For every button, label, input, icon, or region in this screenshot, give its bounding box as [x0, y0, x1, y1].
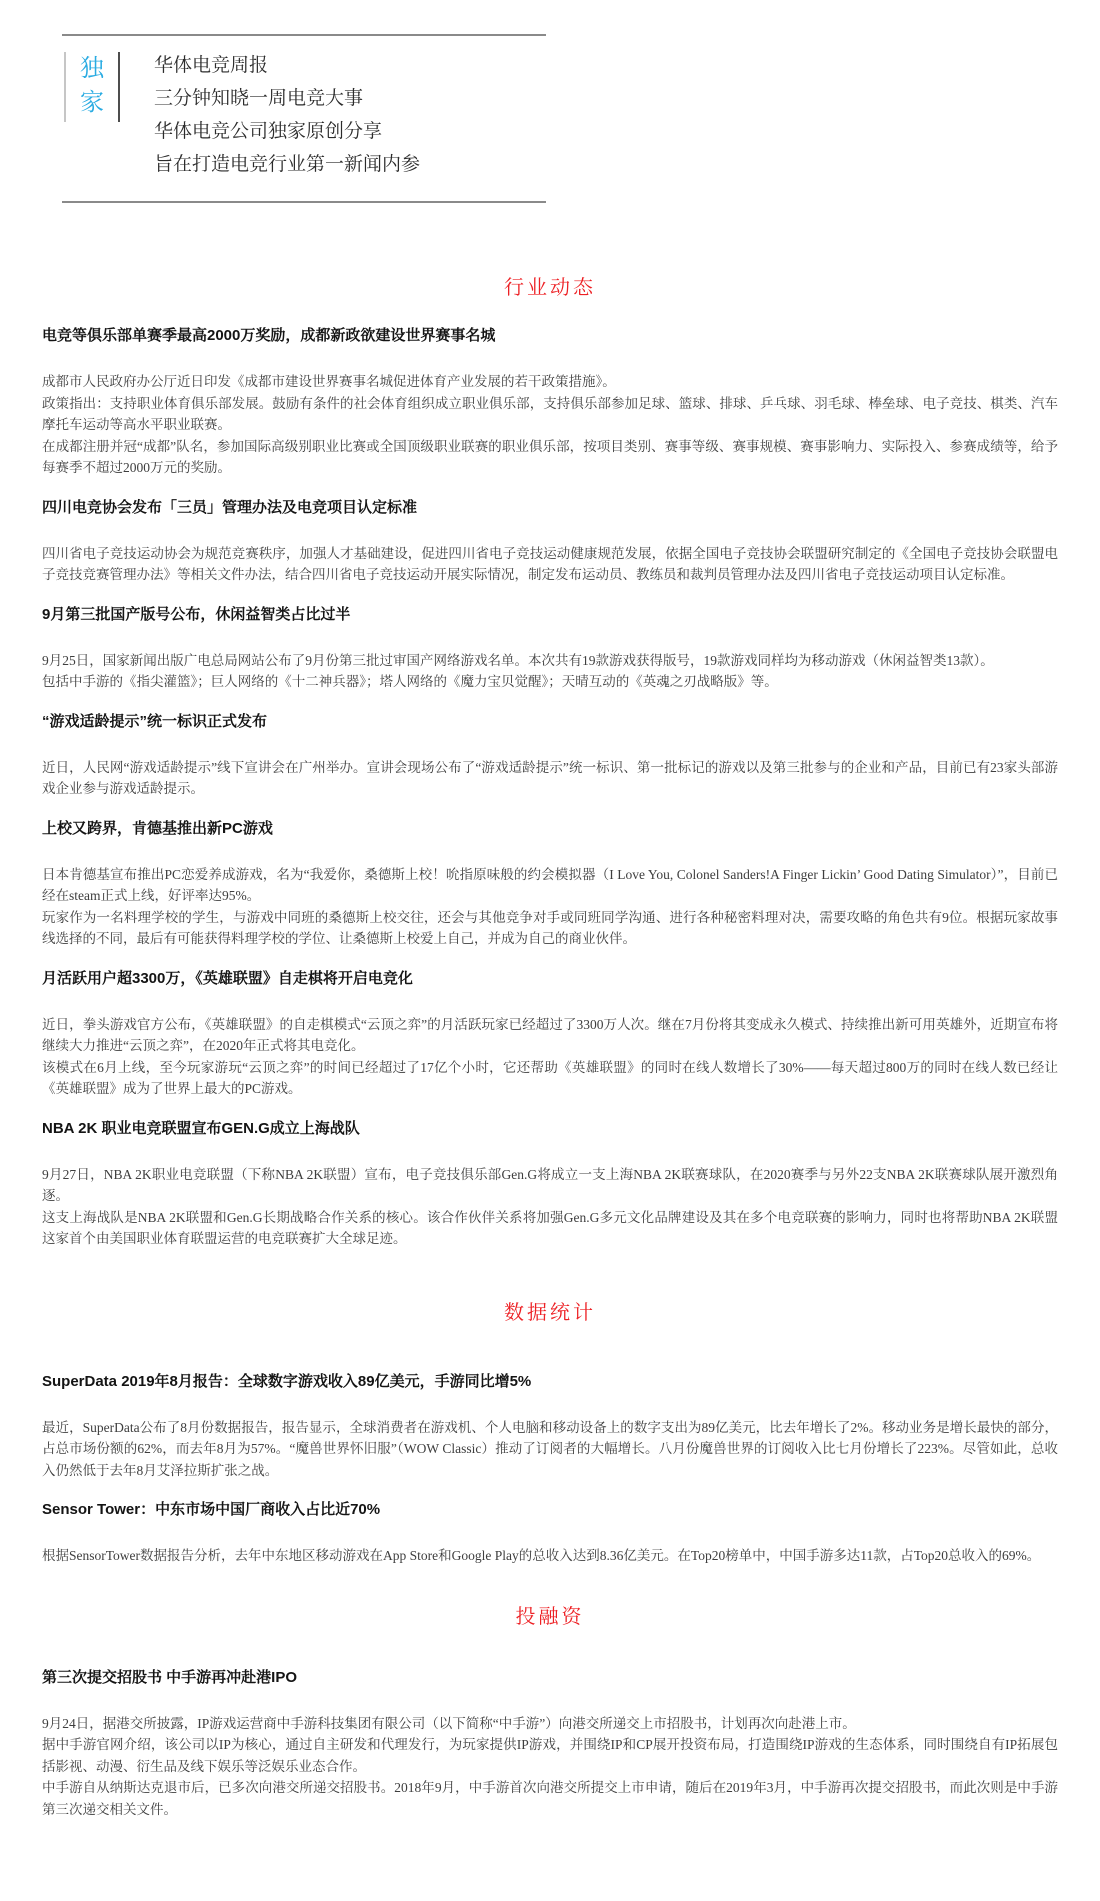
section-data-statistics [42, 1298, 1058, 1567]
article-paragraph: 这支上海战队是NBA 2K联盟和Gen.G长期战略合作关系的核心。该合作伙伴关系将加强Gen.G多元文化品牌建设及其在多个电竞联赛的影响力，同时也将帮助NBA 2K联盟这家首个由美国职业体育联盟运营的电竞联赛扩大全球足迹。 [42, 1209, 1058, 1246]
article-paragraph: 玩家作为一名料理学校的学生，与游戏中同班的桑德斯上校交往，还会与其他竞争对手或同班同学沟通、进行各种秘密料理对决，需要攻略的角色共有9位。根据玩家故事线选择的不同，最后有可能获得料理学校的学位、让桑德斯上校爱上自己，并成为自己的商业伙伴。 [42, 909, 1058, 946]
article-headline: 电竞等俱乐部单赛季最高2000万奖励，成都新政欲建设世界赛事名城 [42, 327, 496, 344]
section-industry-news [42, 273, 1058, 1250]
masthead-line-4: 旨在打造电竞行业第一新闻内参 [154, 154, 421, 175]
section-title: 行业动态 [504, 277, 596, 299]
article-paragraph: 根据SensorTower数据报告分析，去年中东地区移动游戏在App Store和Google Play的总收入达到8.36亿美元。在Top20榜单中，中国手游多达11款，占Top20总收入的69%。 [42, 1548, 1041, 1563]
newsletter-content [0, 273, 1100, 1820]
badge-char-2: 家 [80, 89, 104, 116]
article [42, 971, 1058, 1100]
article-body [42, 1713, 1058, 1821]
article [42, 1374, 1058, 1482]
article-paragraph: 近日，拳头游戏官方公布，《英雄联盟》的自走棋模式“云顶之弈”的月活跃玩家已经超过了3300万人次。继在7月份将其变成永久模式、持续推出新可用英雄外，近期宣布将继续大力推进“云顶之弈”，在2020年正式将其电竞化。 [42, 1016, 1058, 1053]
article-paragraph: 成都市人民政府办公厅近日印发《成都市建设世界赛事名城促进体育产业发展的若干政策措施》。 [42, 374, 616, 389]
masthead-line-1: 华体电竞周报 [154, 55, 269, 76]
section-title: 投融资 [515, 1605, 585, 1628]
article-body [42, 1164, 1058, 1250]
article-body [42, 371, 1058, 479]
article-headline: SuperData 2019年8月报告：全球数字游戏收入89亿美元，手游同比增5% [42, 1372, 532, 1390]
article-body [42, 757, 1058, 800]
article-paragraph: 近日，人民网“游戏适龄提示”线下宣讲会在广州举办。宣讲会现场公布了“游戏适龄提示”统一标识、第一批标记的游戏以及第三批参与的企业和产品，目前已有23家头部游戏企业参与游戏适龄提示。 [42, 759, 1058, 796]
article-paragraph: 四川省电子竞技运动协会为规范竞赛秩序，加强人才基础建设，促进四川省电子竞技运动健康规范发展，依据全国电子竞技协会联盟研究制定的《全国电子竞技协会联盟电子竞技竞赛管理办法》等相关文件办法，结合四川省电子竞技运动开展实际情况，制定发布运动员、教练员和裁判员管理办法及四川省电子竞技运动项目认定标准。 [42, 545, 1058, 582]
masthead [62, 34, 546, 203]
exclusive-badge [64, 52, 120, 122]
section-title: 数据统计 [504, 1301, 596, 1324]
masthead-line-2: 三分钟知晓一周电竞大事 [154, 88, 364, 109]
article-paragraph: 在成都注册并冠“成都”队名，参加国际高级别职业比赛或全国顶级职业联赛的职业俱乐部，按项目类别、赛事等级、赛事规模、赛事影响力、实际投入、参赛成绩等，给予每赛季不超过2000万元的奖励。 [42, 438, 1058, 475]
article-body [42, 1417, 1058, 1482]
article-headline: 月活跃用户超3300万，《英雄联盟》自走棋将开启电竞化 [42, 969, 413, 987]
article-body [42, 543, 1058, 586]
article [42, 1121, 1058, 1250]
article-paragraph: 日本肯德基宣布推出PC恋爱养成游戏，名为“我爱你，桑德斯上校！吮指原味般的约会模拟器（I Love You, Colonel Sanders!A Finger Lickin’ Good Dating Simulator）”，目前已经在steam正式上线，好评率达95%。 [42, 866, 1058, 903]
article-body [42, 1545, 1058, 1567]
badge-characters [66, 52, 118, 122]
masthead-body [62, 36, 546, 201]
article [42, 1670, 1058, 1821]
article-headline: 9月第三批国产版号公布，休闲益智类占比过半 [42, 605, 351, 623]
article-paragraph: 包括中手游的《指尖灌篮》；巨人网络的《十二神兵器》；塔人网络的《魔力宝贝觉醒》；天晴互动的《英魂之刃战略版》等。 [42, 674, 778, 689]
article [42, 1502, 1058, 1567]
article-paragraph: 政策指出：支持职业体育俱乐部发展。鼓励有条件的社会体育组织成立职业俱乐部，支持俱乐部参加足球、篮球、排球、乒乓球、羽毛球、棒垒球、电子竞技、棋类、汽车摩托车运动等高水平职业联赛。 [42, 395, 1058, 432]
section-investment-financing [42, 1602, 1058, 1821]
badge-right-bar [118, 52, 120, 122]
masthead-line-3: 华体电竞公司独家原创分享 [154, 121, 383, 142]
article-body [42, 650, 1058, 693]
article-paragraph: 中手游自从纳斯达克退市后，已多次向港交所递交招股书。2018年9月，中手游首次向港交所提交上市申请，随后在2019年3月，中手游再次提交招股书，而此次则是中手游第三次递交相关文件。 [42, 1780, 1058, 1817]
article-body [42, 1014, 1058, 1100]
article-headline: 上校又跨界，肯德基推出新PC游戏 [42, 819, 273, 837]
article-paragraph: 9月24日，据港交所披露，IP游戏运营商中手游科技集团有限公司（以下简称“中手游”）向港交所递交上市招股书，计划再次向赴港上市。 [42, 1715, 856, 1731]
article [42, 607, 1058, 693]
article-paragraph: 据中手游官网介绍，该公司以IP为核心，通过自主研发和代理发行，为玩家提供IP游戏，并围绕IP和CP展开投资布局，打造围绕IP游戏的生态体系，同时围绕自有IP拓展包括影视、动漫、衍生品及线下娱乐等泛娱乐业态合作。 [42, 1737, 1058, 1774]
article-headline: NBA 2K 职业电竞联盟宣布GEN.G成立上海战队 [42, 1119, 360, 1137]
masthead-bottom-rule [62, 201, 546, 203]
badge-char-1: 独 [80, 55, 104, 82]
article-paragraph: 该模式在6月上线，至今玩家游玩“云顶之弈”的时间已经超过了17亿个小时，它还帮助《英雄联盟》的同时在线人数增长了30%——每天超过800万的同时在线人数已经让《英雄联盟》成为了世界上最大的PC游戏。 [42, 1059, 1058, 1096]
newsletter-page [0, 34, 1100, 1820]
article [42, 328, 1058, 479]
article [42, 821, 1058, 950]
article [42, 500, 1058, 586]
article-headline: “游戏适龄提示”统一标识正式发布 [42, 712, 268, 730]
article-paragraph: 9月25日，国家新闻出版广电总局网站公布了9月份第三批过审国产网络游戏名单。本次共有19款游戏获得版号，19款游戏同样均为移动游戏（休闲益智类13款）。 [42, 652, 994, 668]
masthead-lines [154, 49, 420, 181]
article-paragraph: 最近，SuperData公布了8月份数据报告，报告显示，全球消费者在游戏机、个人电脑和移动设备上的数字支出为89亿美元，比去年增长了2%。移动业务是增长最快的部分，占总市场份额的62%，而去年8月为57%。“魔兽世界怀旧服”（WOW Classic）推动了订阅者的大幅增长。八月份魔兽世界的订阅收入比七月份增长了223%。尽管如此，总收入仍然低于去年8月艾泽拉斯扩张之战。 [42, 1419, 1058, 1478]
article-paragraph: 9月27日，NBA 2K职业电竞联盟（下称NBA 2K联盟）宣布，电子竞技俱乐部Gen.G将成立一支上海NBA 2K联赛球队，在2020赛季与另外22支NBA 2K联赛球队展开激烈角逐。 [42, 1166, 1058, 1203]
article-body [42, 864, 1058, 950]
article-headline: 四川电竞协会发布「三员」管理办法及电竞项目认定标准 [42, 498, 418, 516]
article [42, 714, 1058, 800]
article-headline: 第三次提交招股书 中手游再冲赴港IPO [42, 1668, 298, 1686]
article-headline: Sensor Tower：中东市场中国厂商收入占比近70% [42, 1501, 381, 1518]
